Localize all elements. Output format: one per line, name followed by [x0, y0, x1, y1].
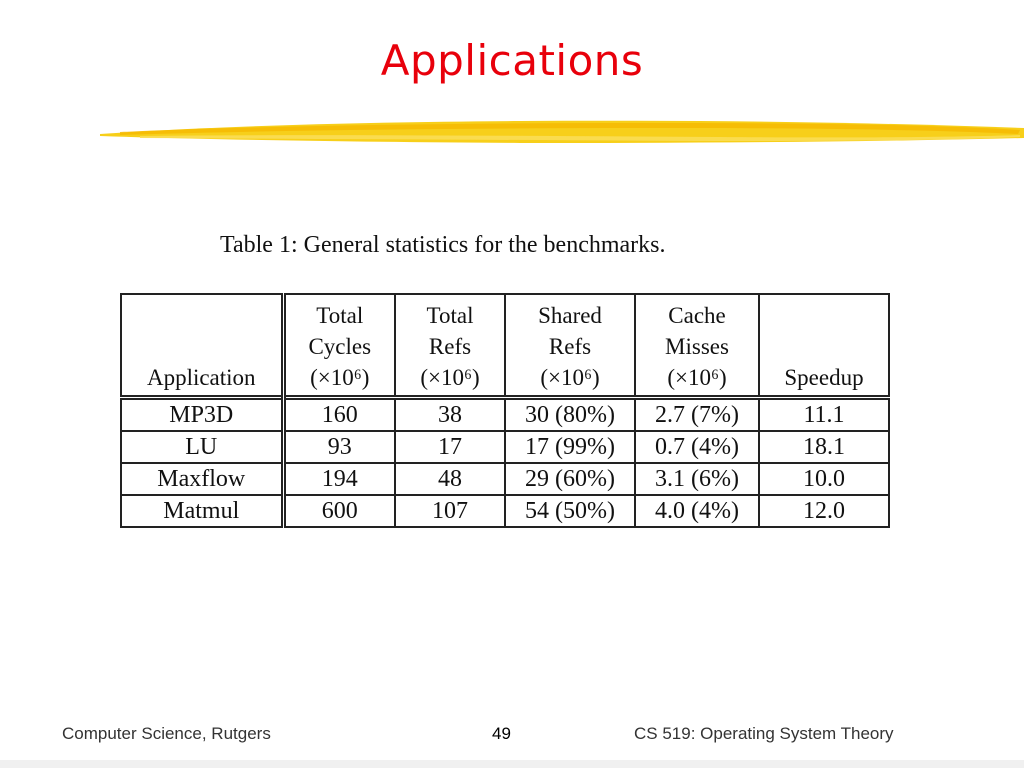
header-line: (×10⁶)	[667, 365, 727, 390]
cell-application: MP3D	[121, 398, 283, 432]
header-total-refs	[395, 294, 505, 398]
benchmark-table	[120, 293, 890, 528]
table-caption: Table 1: General statistics for the benchmarks.	[220, 232, 666, 258]
benchmark-table-container	[120, 293, 888, 526]
header-cache-misses	[635, 294, 759, 398]
cell-application: Matmul	[121, 495, 283, 527]
cell-application: Maxflow	[121, 463, 283, 495]
cell-shared-refs: 30 (80%)	[505, 398, 635, 432]
cell-speedup: 11.1	[759, 398, 889, 432]
cell-shared-refs: 54 (50%)	[505, 495, 635, 527]
cell-total-refs: 17	[395, 431, 505, 463]
header-line: (×10⁶)	[310, 365, 370, 390]
footer-course: CS 519: Operating System Theory	[634, 724, 894, 743]
cell-shared-refs: 17 (99%)	[505, 431, 635, 463]
header-line: Refs	[428, 334, 472, 359]
footer-page-number: 49	[492, 724, 511, 743]
header-total-cycles	[283, 294, 395, 398]
cell-total-cycles: 194	[283, 463, 395, 495]
header-line: Total	[316, 303, 364, 328]
footer-department: Computer Science, Rutgers	[62, 724, 271, 743]
table-row	[121, 463, 889, 495]
cell-application: LU	[121, 431, 283, 463]
cell-cache-misses: 3.1 (6%)	[635, 463, 759, 495]
header-line: Refs	[548, 334, 592, 359]
cell-total-cycles: 160	[283, 398, 395, 432]
table-row	[121, 431, 889, 463]
cell-cache-misses: 2.7 (7%)	[635, 398, 759, 432]
cell-speedup: 18.1	[759, 431, 889, 463]
yellow-brush-stroke	[100, 112, 1024, 152]
header-line: Cycles	[308, 334, 372, 359]
footer-divider	[0, 760, 1024, 768]
header-application	[121, 294, 283, 398]
header-line: Cache	[668, 303, 726, 328]
table-row	[121, 495, 889, 527]
header-shared-refs	[505, 294, 635, 398]
cell-cache-misses: 0.7 (4%)	[635, 431, 759, 463]
header-line: Shared	[538, 303, 602, 328]
cell-total-refs: 48	[395, 463, 505, 495]
cell-total-refs: 107	[395, 495, 505, 527]
cell-shared-refs: 29 (60%)	[505, 463, 635, 495]
header-line: Misses	[665, 334, 729, 359]
cell-speedup: 12.0	[759, 495, 889, 527]
header-line: Application	[146, 365, 256, 390]
cell-total-cycles: 93	[283, 431, 395, 463]
header-line: (×10⁶)	[540, 365, 600, 390]
header-line: (×10⁶)	[420, 365, 480, 390]
cell-total-refs: 38	[395, 398, 505, 432]
header-line: Speedup	[784, 365, 864, 390]
header-speedup	[759, 294, 889, 398]
table-row	[121, 398, 889, 432]
slide-title: Applications	[380, 36, 644, 85]
cell-total-cycles: 600	[283, 495, 395, 527]
cell-cache-misses: 4.0 (4%)	[635, 495, 759, 527]
header-line: Total	[426, 303, 474, 328]
table-header-row	[121, 294, 889, 398]
cell-speedup: 10.0	[759, 463, 889, 495]
